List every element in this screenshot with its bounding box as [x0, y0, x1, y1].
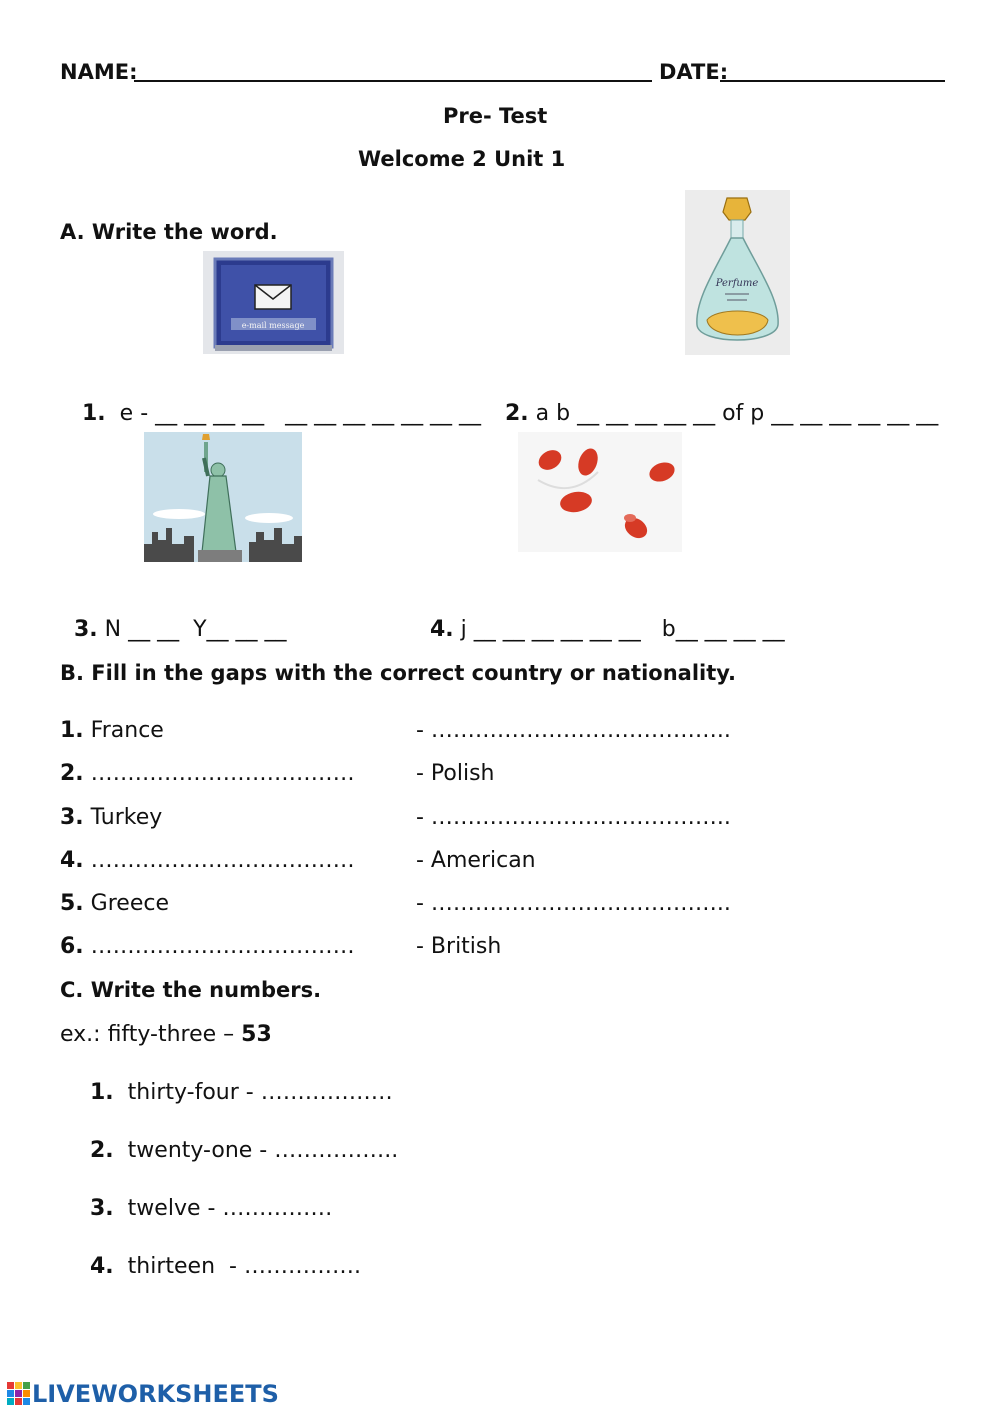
b-row-3-num: 3.: [60, 805, 84, 830]
name-label: NAME:: [60, 60, 138, 84]
c-item-3: [90, 1196, 332, 1221]
b-row-2-left-text[interactable]: ………………………………: [90, 761, 355, 786]
date-line[interactable]: [720, 80, 945, 82]
b-row-1-right[interactable]: - …………………………………..: [416, 718, 731, 743]
b-row-4-left: [60, 848, 355, 873]
b-row-2-num: 2.: [60, 761, 84, 786]
name-line[interactable]: [134, 80, 652, 82]
date-label: DATE:: [659, 60, 729, 84]
a-item-1-text[interactable]: e - __ __ __ __ __ __ __ __ __ __ __: [119, 401, 482, 426]
page-title: Pre- Test: [443, 104, 548, 128]
c-item-3-text[interactable]: twelve - ……………: [127, 1196, 333, 1221]
c-item-2-text[interactable]: twenty-one - ……………..: [127, 1138, 399, 1163]
c-item-4-num: 4.: [90, 1254, 114, 1279]
jelly-beans-image: [518, 432, 682, 552]
page-subtitle: Welcome 2 Unit 1: [358, 147, 566, 171]
section-c-example: [60, 1022, 272, 1047]
b-row-2-left: [60, 761, 355, 786]
liveworksheets-icon: [6, 1381, 32, 1407]
b-row-4-left-text[interactable]: ………………………………: [90, 848, 355, 873]
a-item-2: [491, 376, 938, 426]
b-row-3-left-text: Turkey: [90, 805, 163, 830]
b-row-4-right: - American: [416, 848, 536, 873]
perfume-bottle-image: [685, 190, 790, 355]
c-item-1-num: 1.: [90, 1080, 114, 1105]
a-item-3-text[interactable]: N __ __ Y__ __ __: [104, 617, 287, 642]
c-item-2: [90, 1138, 398, 1163]
c-item-3-num: 3.: [90, 1196, 114, 1221]
a-item-3: [60, 592, 287, 642]
a-item-4: [416, 592, 785, 642]
b-row-1-num: 1.: [60, 718, 84, 743]
b-row-6-right: - British: [416, 934, 502, 959]
b-row-1-left-text: France: [90, 718, 164, 743]
a-item-4-num: 4.: [430, 617, 454, 642]
a-item-4-text[interactable]: j __ __ __ __ __ __ b__ __ __ __: [460, 617, 785, 642]
b-row-3-right[interactable]: - …………………………………..: [416, 805, 731, 830]
a-item-2-num: 2.: [505, 401, 529, 426]
b-row-5-left: [60, 891, 169, 916]
example-text: ex.: fifty-three –: [60, 1022, 242, 1047]
b-row-5-right[interactable]: - …………………………………..: [416, 891, 731, 916]
liveworksheets-logo[interactable]: [6, 1380, 279, 1408]
statue-of-liberty-image: [144, 432, 302, 562]
c-item-4: [90, 1254, 361, 1279]
a-item-2-text[interactable]: a b __ __ __ __ __ of p __ __ __ __ __ __: [535, 401, 939, 426]
c-item-2-num: 2.: [90, 1138, 114, 1163]
b-row-6-num: 6.: [60, 934, 84, 959]
b-row-2-right: - Polish: [416, 761, 495, 786]
section-b-heading: B. Fill in the gaps with the correct country or nationality.: [60, 661, 737, 685]
b-row-4-num: 4.: [60, 848, 84, 873]
email-caption: e-mail message: [241, 321, 305, 330]
c-item-4-text[interactable]: thirteen - …………….: [127, 1254, 361, 1279]
section-a-heading: A. Write the word.: [60, 220, 278, 244]
b-row-5-left-text: Greece: [90, 891, 169, 916]
b-row-3-left: [60, 805, 162, 830]
email-message-image: [203, 251, 344, 354]
b-row-1-left: [60, 718, 164, 743]
b-row-6-left: [60, 934, 355, 959]
b-row-5-num: 5.: [60, 891, 84, 916]
bottle-label: Perfume: [715, 278, 759, 289]
liveworksheets-brand: LIVEWORKSHEETS: [32, 1380, 279, 1408]
example-answer: 53: [241, 1022, 272, 1047]
b-row-6-left-text[interactable]: ………………………………: [90, 934, 355, 959]
section-c-heading: C. Write the numbers.: [60, 978, 322, 1002]
a-item-3-num: 3.: [74, 617, 98, 642]
c-item-1-text[interactable]: thirty-four - ………………: [127, 1080, 393, 1105]
a-item-1: [68, 376, 481, 426]
a-item-1-num: 1.: [82, 401, 106, 426]
c-item-1: [90, 1080, 393, 1105]
